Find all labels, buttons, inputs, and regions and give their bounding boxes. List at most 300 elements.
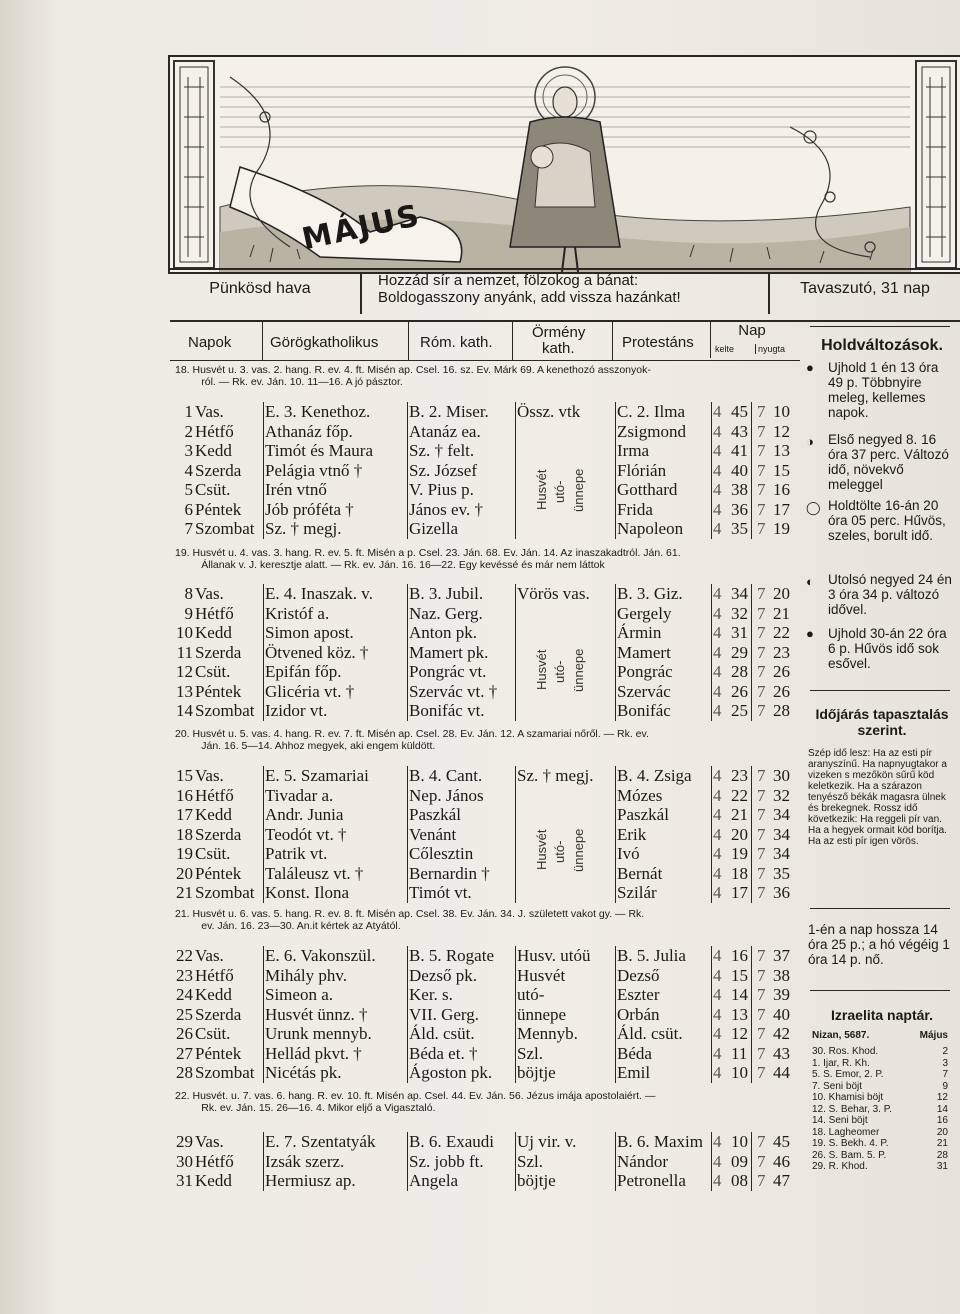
verse-line-2: Boldogasszony anyánk, add vissza hazánkat! bbox=[378, 289, 681, 306]
column-rule bbox=[615, 946, 616, 1083]
sunrise-hour: 4 bbox=[713, 681, 722, 701]
column-rule bbox=[515, 1132, 516, 1191]
column-rule bbox=[711, 946, 712, 1083]
sunrise-hour: 4 bbox=[713, 441, 722, 460]
sunrise-minute: 31 bbox=[731, 623, 748, 642]
moon-first-quarter bbox=[808, 432, 956, 492]
sunset-hour: 7 bbox=[757, 1171, 766, 1190]
new-moon-icon: ● bbox=[806, 626, 814, 641]
sidebar-rule bbox=[810, 990, 950, 991]
sunrise-hour: 4 bbox=[713, 766, 722, 785]
day-number: 6 bbox=[184, 499, 193, 519]
protestant-name: Gotthard bbox=[617, 480, 678, 499]
roman-catholic-name: Mamert pk. bbox=[409, 642, 489, 662]
sunrise-hour: 4 bbox=[713, 480, 722, 499]
protestant-name: Orbán bbox=[617, 1004, 660, 1024]
roman-catholic-name: V. Pius p. bbox=[409, 480, 474, 499]
day-number: 1 bbox=[184, 402, 193, 421]
roman-catholic-name: B. 2. Miser. bbox=[409, 402, 489, 421]
day-number: 24 bbox=[176, 985, 193, 1004]
uto-label: utó- bbox=[552, 480, 567, 504]
protestant-name: Dezső bbox=[617, 965, 660, 985]
izraelita-event: 18. Lagheomer bbox=[812, 1126, 880, 1138]
protestant-name: Napoleon bbox=[617, 519, 684, 538]
sunrise-hour: 4 bbox=[713, 1024, 722, 1043]
day-number: 31 bbox=[176, 1171, 193, 1190]
column-rule bbox=[751, 584, 752, 721]
day-row bbox=[165, 1005, 805, 1025]
protestant-name: B. 6. Maxim bbox=[617, 1132, 703, 1151]
armenian-name: Husvét bbox=[517, 965, 566, 985]
sunrise-minute: 15 bbox=[731, 965, 748, 985]
greek-catholic-name: Konst. Ilona bbox=[265, 883, 350, 902]
weekday: Péntek bbox=[195, 681, 242, 701]
roman-catholic-name: B. 6. Exaudi bbox=[409, 1132, 494, 1151]
sunrise-minute: 20 bbox=[731, 824, 748, 844]
column-rule bbox=[615, 402, 616, 539]
day-row bbox=[165, 946, 805, 966]
day-row bbox=[165, 441, 805, 461]
day-number: 20 bbox=[176, 863, 193, 883]
izraelita-event: 14. Seni böjt bbox=[812, 1115, 868, 1126]
day-number: 25 bbox=[176, 1004, 193, 1024]
sunset-hour: 7 bbox=[757, 402, 766, 421]
sunrise-hour: 4 bbox=[713, 499, 722, 519]
day-row bbox=[165, 825, 805, 845]
sunrise-minute: 38 bbox=[731, 480, 748, 499]
sunrise-hour: 4 bbox=[713, 642, 722, 662]
column-rule bbox=[751, 402, 752, 539]
column-rule bbox=[751, 1132, 752, 1191]
sunset-hour: 7 bbox=[757, 883, 766, 902]
month-days-caption: Tavaszutó, 31 nap bbox=[800, 280, 930, 297]
roman-catholic-name: Áld. csüt. bbox=[409, 1024, 475, 1043]
moon-new-1-text: Ujhold 1 én 13 óra 49 p. Többnyire meleg, kellemes napok. bbox=[828, 360, 939, 420]
day-row bbox=[165, 1171, 805, 1191]
sunset-hour: 7 bbox=[757, 642, 766, 662]
sunset-hour: 7 bbox=[757, 824, 766, 844]
izraelita-day: 21 bbox=[936, 1138, 948, 1149]
sunset-hour: 7 bbox=[757, 662, 766, 681]
day-row bbox=[165, 461, 805, 481]
sunset-minute: 32 bbox=[773, 785, 790, 805]
weekday: Hétfő bbox=[195, 603, 234, 623]
day-number: 11 bbox=[176, 642, 193, 662]
day-row bbox=[165, 864, 805, 884]
sunset-minute: 43 bbox=[773, 1043, 790, 1063]
col-sep bbox=[612, 322, 613, 360]
sunrise-hour: 4 bbox=[713, 985, 722, 1004]
sunset-minute: 45 bbox=[773, 1132, 790, 1151]
sunset-hour: 7 bbox=[757, 844, 766, 863]
sunrise-minute: 12 bbox=[731, 1024, 748, 1043]
day-row bbox=[165, 1063, 805, 1083]
day-row bbox=[165, 766, 805, 786]
sidebar-rule bbox=[810, 326, 950, 327]
moon-full bbox=[808, 498, 956, 543]
day-number: 23 bbox=[176, 965, 193, 985]
unnepe-label: ünnepe bbox=[571, 828, 586, 872]
sunset-minute: 30 bbox=[773, 766, 790, 785]
sunrise-minute: 28 bbox=[731, 662, 748, 681]
greek-catholic-name: E. 4. Inaszak. v. bbox=[265, 584, 373, 603]
protestant-name: Flórián bbox=[617, 460, 667, 480]
greek-catholic-name: Patrik vt. bbox=[265, 844, 328, 863]
column-rule bbox=[407, 402, 408, 539]
weekday: Szombat bbox=[195, 701, 255, 720]
sunset-hour: 7 bbox=[757, 421, 766, 441]
day-number: 13 bbox=[176, 681, 193, 701]
sunset-minute: 10 bbox=[773, 402, 790, 421]
holdvaltozasok-title: Holdváltozások. bbox=[821, 337, 943, 354]
protestant-name: C. 2. Ilma bbox=[617, 402, 685, 421]
sunrise-minute: 08 bbox=[731, 1171, 748, 1190]
col-nyugta: nyugta bbox=[755, 344, 785, 354]
sunset-minute: 12 bbox=[773, 421, 790, 441]
col-sep bbox=[512, 322, 513, 360]
col-ormeny-2: kath. bbox=[542, 340, 575, 357]
weekday: Hétfő bbox=[195, 785, 234, 805]
moon-last-quarter-text: Utolsó negyed 24 én 3 óra 34 p. változó idővel. bbox=[828, 572, 952, 617]
day-row bbox=[165, 682, 805, 702]
day-row bbox=[165, 623, 805, 643]
sunrise-minute: 25 bbox=[731, 701, 748, 720]
izraelita-year: Nizan, 5687. bbox=[812, 1030, 870, 1041]
sunset-minute: 38 bbox=[773, 965, 790, 985]
day-row bbox=[165, 402, 805, 422]
weekday: Kedd bbox=[195, 623, 232, 642]
sunset-hour: 7 bbox=[757, 1151, 766, 1171]
column-rule bbox=[711, 402, 712, 539]
greek-catholic-name: Timót és Maura bbox=[265, 441, 373, 460]
sunrise-hour: 4 bbox=[713, 1004, 722, 1024]
greek-catholic-name: Simeon a. bbox=[265, 985, 333, 1004]
sunset-hour: 7 bbox=[757, 985, 766, 1004]
day-row bbox=[165, 500, 805, 520]
greek-catholic-name: Kristóf a. bbox=[265, 603, 330, 623]
day-row bbox=[165, 985, 805, 1005]
greek-catholic-name: Találeusz vt. † bbox=[265, 863, 364, 883]
izraelita-day: 9 bbox=[942, 1080, 948, 1092]
husvet-label: Husvét bbox=[534, 649, 549, 691]
col-kelte: kelte bbox=[715, 344, 735, 354]
izraelita-day: 20 bbox=[936, 1126, 948, 1138]
verse-line-1: Hozzád sír a nemzet, fölzokog a bánat: bbox=[378, 272, 639, 289]
sunset-minute: 34 bbox=[773, 844, 790, 863]
izraelita-event: 5. S. Emor, 2. P. bbox=[812, 1069, 884, 1080]
column-rule bbox=[263, 1132, 264, 1191]
column-rule bbox=[711, 766, 712, 903]
day-row bbox=[165, 604, 805, 624]
weekday: Kedd bbox=[195, 441, 232, 460]
sunrise-hour: 4 bbox=[713, 844, 722, 863]
roman-catholic-name: Cőlesztin bbox=[409, 844, 474, 863]
sunset-hour: 7 bbox=[757, 701, 766, 720]
day-row bbox=[165, 844, 805, 864]
day-row bbox=[165, 966, 805, 986]
izraelita-event: 1. Ijar, R. Kh. bbox=[812, 1057, 870, 1069]
greek-catholic-name: E. 5. Szamariai bbox=[265, 766, 369, 785]
izraelita-row bbox=[812, 1081, 952, 1092]
roman-catholic-name: Béda et. † bbox=[409, 1043, 478, 1063]
armenian-name: utó- bbox=[517, 985, 545, 1004]
verse bbox=[360, 272, 770, 314]
roman-catholic-name: Anton pk. bbox=[409, 623, 477, 642]
sunset-hour: 7 bbox=[757, 946, 766, 965]
weekday: Kedd bbox=[195, 985, 232, 1004]
header-engraving bbox=[170, 57, 960, 272]
izraelita-row bbox=[812, 1046, 952, 1057]
day-number: 28 bbox=[176, 1063, 193, 1082]
roman-catholic-name: Dezső pk. bbox=[409, 965, 477, 985]
roman-catholic-name: VII. Gerg. bbox=[409, 1004, 480, 1024]
sunrise-hour: 4 bbox=[713, 519, 722, 538]
izraelita-event: 10. Khamisi böjt bbox=[812, 1092, 884, 1103]
husvet-label: Husvét bbox=[534, 829, 549, 871]
greek-catholic-name: Tivadar a. bbox=[265, 785, 334, 805]
sunset-hour: 7 bbox=[757, 805, 766, 824]
sunrise-minute: 22 bbox=[731, 785, 748, 805]
greek-catholic-name: Sz. † megj. bbox=[265, 519, 342, 538]
izraelita-event: 12. S. Behar, 3. P. bbox=[812, 1103, 892, 1115]
armenian-name: Sz. † megj. bbox=[517, 766, 594, 785]
roman-catholic-name: Atanáz ea. bbox=[409, 421, 481, 441]
day-number: 10 bbox=[176, 623, 193, 642]
protestant-name: Zsigmond bbox=[617, 421, 686, 441]
sunrise-minute: 34 bbox=[731, 584, 748, 603]
sunrise-minute: 26 bbox=[731, 681, 748, 701]
protestant-name: Béda bbox=[617, 1043, 652, 1063]
day-number: 17 bbox=[176, 805, 193, 824]
izraelita-event: 30. Ros. Khod. bbox=[812, 1046, 879, 1057]
day-number: 27 bbox=[176, 1043, 193, 1063]
sunset-hour: 7 bbox=[757, 460, 766, 480]
last-quarter-icon: ◐ bbox=[806, 574, 814, 589]
day-row bbox=[165, 662, 805, 682]
column-rule bbox=[751, 766, 752, 903]
roman-catholic-name: Naz. Gerg. bbox=[409, 603, 483, 623]
izraelita-day: 16 bbox=[936, 1115, 948, 1126]
sunset-minute: 20 bbox=[773, 584, 790, 603]
sunrise-hour: 4 bbox=[713, 402, 722, 421]
moon-last-quarter bbox=[808, 572, 956, 617]
sunrise-minute: 21 bbox=[731, 805, 748, 824]
sunset-hour: 7 bbox=[757, 1004, 766, 1024]
column-rule bbox=[407, 1132, 408, 1191]
weekday: Vas. bbox=[195, 402, 224, 421]
weekday: Szerda bbox=[195, 460, 242, 480]
greek-catholic-name: E. 6. Vakonszül. bbox=[265, 946, 376, 965]
sunset-hour: 7 bbox=[757, 766, 766, 785]
moon-new-2 bbox=[808, 626, 956, 671]
day-number: 22 bbox=[176, 946, 193, 965]
day-number: 4 bbox=[184, 460, 193, 480]
sunrise-hour: 4 bbox=[713, 623, 722, 642]
weekday: Péntek bbox=[195, 499, 242, 519]
weekday: Csüt. bbox=[195, 662, 231, 681]
sunset-hour: 7 bbox=[757, 1043, 766, 1063]
uto-label: utó- bbox=[552, 660, 567, 684]
month-banner: MÁJUS bbox=[299, 198, 424, 258]
sunrise-hour: 4 bbox=[713, 863, 722, 883]
roman-catholic-name: Gizella bbox=[409, 519, 459, 538]
armenian-name: Össz. vtk bbox=[517, 402, 581, 421]
week-note-4: 21. Husvét u. 6. vas. 5. hang. R. ev. 8. ft. Misén ap. Csel. 38. Ev. Ján. 34. J. született vakot gy. — Rk. ev. Ján. 16. 23—30. An.it kértek az Atyától. bbox=[175, 908, 645, 932]
day-number: 14 bbox=[176, 701, 193, 720]
greek-catholic-name: Urunk mennyb. bbox=[265, 1024, 372, 1043]
month-alt-name: Pünkösd hava bbox=[209, 280, 311, 297]
week-note-5: 22. Husvét. u. 7. vas. 6. hang. R. ev. 10. ft. Misén ap. Csel. 44. Ev. Ján. 56. Jézus imája apostolaiért. — Rk. ev. Ján. 15. 26—16. 4. Mikor eljő a Vigasztaló. bbox=[175, 1090, 656, 1114]
column-rule bbox=[615, 766, 616, 903]
day-number: 3 bbox=[184, 441, 193, 460]
uto-label: utó- bbox=[552, 840, 567, 864]
roman-catholic-name: Timót vt. bbox=[409, 883, 472, 902]
day-number: 8 bbox=[184, 584, 193, 603]
sunset-minute: 16 bbox=[773, 480, 790, 499]
izraelita-event: 19. S. Bekh. 4. P. bbox=[812, 1138, 889, 1149]
day-row bbox=[165, 786, 805, 806]
day-number: 30 bbox=[176, 1151, 193, 1171]
column-rule bbox=[407, 766, 408, 903]
column-rule bbox=[615, 1132, 616, 1191]
column-rule bbox=[263, 766, 264, 903]
izraelita-day: 28 bbox=[936, 1149, 948, 1161]
sunset-minute: 37 bbox=[773, 946, 790, 965]
day-row bbox=[165, 805, 805, 825]
protestant-name: Szilár bbox=[617, 883, 657, 902]
column-rule bbox=[711, 1132, 712, 1191]
greek-catholic-name: Athanáz főp. bbox=[265, 421, 353, 441]
new-moon-icon: ● bbox=[806, 360, 814, 375]
armenian-name: böjtje bbox=[517, 1063, 556, 1082]
sunrise-hour: 4 bbox=[713, 883, 722, 902]
sunrise-hour: 4 bbox=[713, 965, 722, 985]
idojaras-text: Szép idő lesz: Ha az esti pír aranyszínű. Ha napnyugtakor a vizeken s mezőkön sűrű köd keletkezik. Ha a szárazon tenyésző békák magasra ülnek és brekegnek. Rossz idő következik: Ha reggeli pír van. Ha a hegyek ormait köd borítja. Ha az esti pír igen vörös. bbox=[808, 748, 947, 847]
sunset-minute: 15 bbox=[773, 460, 790, 480]
day-row bbox=[165, 584, 805, 604]
weekday: Hétfő bbox=[195, 1151, 234, 1171]
protestant-name: Pongrác bbox=[617, 662, 673, 681]
sunrise-hour: 4 bbox=[713, 1171, 722, 1190]
sunset-minute: 34 bbox=[773, 824, 790, 844]
izraelita-row bbox=[812, 1058, 952, 1069]
column-rule bbox=[515, 584, 516, 721]
sunrise-minute: 29 bbox=[731, 642, 748, 662]
greek-catholic-name: Izidor vt. bbox=[265, 701, 328, 720]
column-rule bbox=[407, 946, 408, 1083]
protestant-name: Bonifác bbox=[617, 701, 671, 720]
armenian-name: Mennyb. bbox=[517, 1024, 578, 1043]
weekday: Vas. bbox=[195, 1132, 224, 1151]
sunrise-minute: 18 bbox=[731, 863, 748, 883]
greek-catholic-name: Epifán főp. bbox=[265, 662, 342, 681]
sunrise-hour: 4 bbox=[713, 1132, 722, 1151]
armenian-name: böjtje bbox=[517, 1171, 556, 1190]
day-number: 19 bbox=[176, 844, 193, 863]
sunset-minute: 21 bbox=[773, 603, 790, 623]
sunset-hour: 7 bbox=[757, 603, 766, 623]
sunrise-minute: 45 bbox=[731, 402, 748, 421]
sunset-minute: 19 bbox=[773, 519, 790, 538]
sunrise-minute: 19 bbox=[731, 844, 748, 863]
day-row bbox=[165, 1024, 805, 1044]
weekday: Szerda bbox=[195, 1004, 242, 1024]
sidebar-rule bbox=[810, 908, 950, 909]
weekday: Vas. bbox=[195, 946, 224, 965]
sunset-minute: 40 bbox=[773, 1004, 790, 1024]
sunrise-minute: 16 bbox=[731, 946, 748, 965]
protestant-name: B. 3. Giz. bbox=[617, 584, 683, 603]
greek-catholic-name: Teodót vt. † bbox=[265, 824, 347, 844]
roman-catholic-name: Ágoston pk. bbox=[409, 1063, 493, 1082]
col-sep bbox=[262, 322, 263, 360]
izraelita-row bbox=[812, 1138, 952, 1149]
izraelita-row bbox=[812, 1161, 952, 1172]
izraelita-day: 3 bbox=[942, 1057, 948, 1069]
sunset-minute: 26 bbox=[773, 662, 790, 681]
sunrise-minute: 11 bbox=[731, 1043, 748, 1063]
day-row bbox=[165, 643, 805, 663]
greek-catholic-name: Jób próféta † bbox=[265, 499, 354, 519]
protestant-name: Ivó bbox=[617, 844, 640, 863]
roman-catholic-name: Nep. János bbox=[409, 785, 484, 805]
column-rule bbox=[263, 584, 264, 721]
sunset-minute: 13 bbox=[773, 441, 790, 460]
day-length-note: 1-én a nap hossza 14 óra 25 p.; a hó végéig 1 óra 14 p. nő. bbox=[808, 922, 950, 967]
sunrise-hour: 4 bbox=[713, 701, 722, 720]
col-nap bbox=[710, 322, 793, 358]
day-row bbox=[165, 1044, 805, 1064]
moon-new-2-text: Ujhold 30-án 22 óra 6 p. Hűvös idő sok esővel. bbox=[828, 626, 947, 671]
header-illustration bbox=[168, 55, 960, 274]
sunrise-minute: 35 bbox=[731, 519, 748, 538]
armenian-name: Husv. utóü bbox=[517, 946, 591, 965]
sunset-minute: 34 bbox=[773, 805, 790, 824]
roman-catholic-name: B. 4. Cant. bbox=[409, 766, 483, 785]
protestant-name: Gergely bbox=[617, 603, 672, 623]
sunset-minute: 44 bbox=[773, 1063, 790, 1082]
roman-catholic-name: Angela bbox=[409, 1171, 459, 1190]
izraelita-event: 7. Seni böjt bbox=[812, 1080, 863, 1092]
roman-catholic-name: Bernardin † bbox=[409, 863, 490, 883]
izraelita-day: 31 bbox=[936, 1161, 948, 1172]
moon-full-text: Holdtölte 16-án 20 óra 05 perc. Hűvös, szeles, borult idő. bbox=[828, 498, 946, 543]
sunrise-minute: 10 bbox=[731, 1132, 748, 1151]
weekday: Szerda bbox=[195, 824, 242, 844]
sunrise-hour: 4 bbox=[713, 603, 722, 623]
day-number: 7 bbox=[184, 519, 193, 538]
armenian-name: Vörös vas. bbox=[517, 584, 590, 603]
sunset-hour: 7 bbox=[757, 1132, 766, 1151]
armenian-name: Szl. bbox=[517, 1151, 543, 1171]
protestant-name: Petronella bbox=[617, 1171, 686, 1190]
greek-catholic-name: Hellád pkvt. † bbox=[265, 1043, 362, 1063]
sunset-hour: 7 bbox=[757, 1024, 766, 1043]
sunset-minute: 26 bbox=[773, 681, 790, 701]
sunset-hour: 7 bbox=[757, 519, 766, 538]
izraelita-row bbox=[812, 1069, 952, 1080]
column-rule bbox=[711, 584, 712, 721]
column-rule bbox=[263, 402, 264, 539]
izraelita-day: 2 bbox=[942, 1046, 948, 1057]
roman-catholic-name: Pongrác vt. bbox=[409, 662, 487, 681]
column-headers bbox=[170, 322, 800, 361]
sunrise-hour: 4 bbox=[713, 824, 722, 844]
izraelita-day: 12 bbox=[936, 1092, 948, 1103]
protestant-name: Mózes bbox=[617, 785, 663, 805]
izraelita-day: 14 bbox=[936, 1103, 948, 1115]
sunset-hour: 7 bbox=[757, 499, 766, 519]
